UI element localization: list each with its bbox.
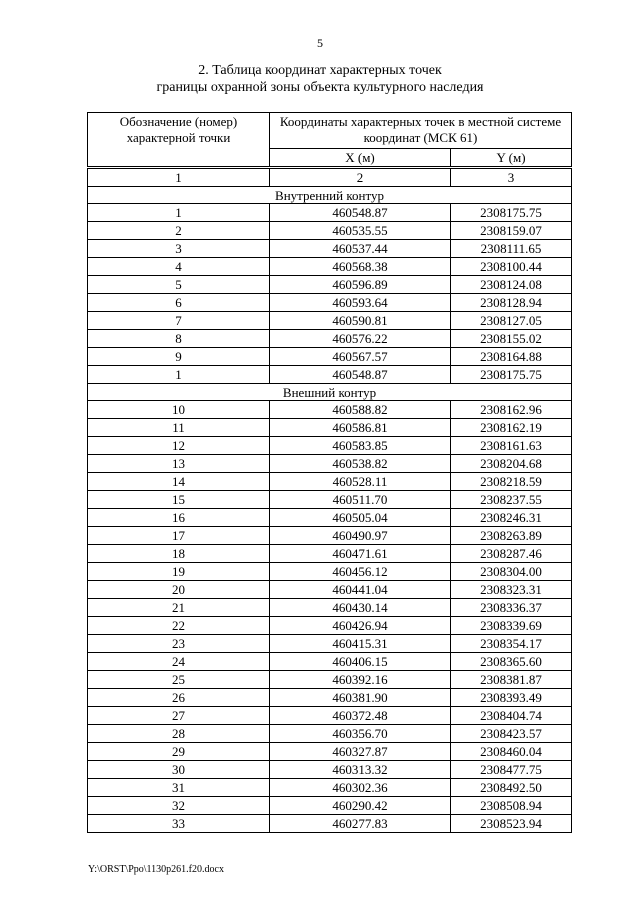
table-row: [88, 455, 572, 473]
table-row: [88, 599, 572, 617]
table-row: [88, 276, 572, 294]
table-row: [88, 401, 572, 419]
y-coordinate: 2308164.88: [451, 348, 572, 366]
y-coordinate: 2308218.59: [451, 473, 572, 491]
x-coordinate: 460593.64: [270, 294, 451, 312]
table-row: [88, 761, 572, 779]
y-coordinate: 2308162.19: [451, 419, 572, 437]
column-number: 2: [270, 168, 451, 187]
y-coordinate: 2308354.17: [451, 635, 572, 653]
point-number: 31: [88, 779, 270, 797]
x-coordinate: 460277.83: [270, 815, 451, 833]
y-coordinate: 2308111.65: [451, 240, 572, 258]
table-row: [88, 491, 572, 509]
y-coordinate: 2308175.75: [451, 366, 572, 384]
table-row: [88, 617, 572, 635]
point-number: 1: [88, 204, 270, 222]
y-coordinate: 2308381.87: [451, 671, 572, 689]
y-coordinate: 2308237.55: [451, 491, 572, 509]
point-number: 7: [88, 312, 270, 330]
table-row: [88, 815, 572, 833]
x-coordinate: 460537.44: [270, 240, 451, 258]
table-title: [0, 62, 640, 96]
table-row: [88, 545, 572, 563]
header-y: Y (м): [451, 149, 572, 168]
x-coordinate: 460548.87: [270, 366, 451, 384]
table-row: [88, 527, 572, 545]
y-coordinate: 2308393.49: [451, 689, 572, 707]
y-coordinate: 2308404.74: [451, 707, 572, 725]
x-coordinate: 460548.87: [270, 204, 451, 222]
x-coordinate: 460596.89: [270, 276, 451, 294]
coordinates-table: [87, 112, 572, 833]
table-row: [88, 222, 572, 240]
y-coordinate: 2308508.94: [451, 797, 572, 815]
point-number: 13: [88, 455, 270, 473]
x-coordinate: 460505.04: [270, 509, 451, 527]
point-number: 8: [88, 330, 270, 348]
x-coordinate: 460392.16: [270, 671, 451, 689]
x-coordinate: 460430.14: [270, 599, 451, 617]
x-coordinate: 460490.97: [270, 527, 451, 545]
table-row: [88, 725, 572, 743]
y-coordinate: 2308365.60: [451, 653, 572, 671]
x-coordinate: 460586.81: [270, 419, 451, 437]
point-number: 32: [88, 797, 270, 815]
point-number: 30: [88, 761, 270, 779]
x-coordinate: 460528.11: [270, 473, 451, 491]
point-number: 22: [88, 617, 270, 635]
header-point-designation: Обозначение (номер) характерной точки: [88, 113, 270, 168]
point-number: 18: [88, 545, 270, 563]
y-coordinate: 2308161.63: [451, 437, 572, 455]
point-number: 26: [88, 689, 270, 707]
point-number: 21: [88, 599, 270, 617]
point-number: 12: [88, 437, 270, 455]
y-coordinate: 2308204.68: [451, 455, 572, 473]
table-row: [88, 743, 572, 761]
x-coordinate: 460302.36: [270, 779, 451, 797]
point-number: 6: [88, 294, 270, 312]
y-coordinate: 2308339.69: [451, 617, 572, 635]
point-number: 15: [88, 491, 270, 509]
x-coordinate: 460327.87: [270, 743, 451, 761]
header-coordinates: Координаты характерных точек в местной системе координат (МСК 61): [270, 113, 572, 149]
y-coordinate: 2308423.57: [451, 725, 572, 743]
point-number: 5: [88, 276, 270, 294]
table-row: [88, 330, 572, 348]
point-number: 1: [88, 366, 270, 384]
table-row: [88, 797, 572, 815]
page-number: 5: [317, 36, 323, 50]
point-number: 19: [88, 563, 270, 581]
column-number: 3: [451, 168, 572, 187]
y-coordinate: 2308492.50: [451, 779, 572, 797]
y-coordinate: 2308128.94: [451, 294, 572, 312]
x-coordinate: 460415.31: [270, 635, 451, 653]
table-row: [88, 312, 572, 330]
y-coordinate: 2308323.31: [451, 581, 572, 599]
x-coordinate: 460456.12: [270, 563, 451, 581]
contour-section-row: [88, 187, 572, 204]
x-coordinate: 460567.57: [270, 348, 451, 366]
point-number: 11: [88, 419, 270, 437]
header-x: X (м): [270, 149, 451, 168]
point-number: 28: [88, 725, 270, 743]
file-path-footer: Y:\ORST\Ppo\1130p261.f20.docx: [88, 864, 224, 875]
y-coordinate: 2308162.96: [451, 401, 572, 419]
y-coordinate: 2308336.37: [451, 599, 572, 617]
x-coordinate: 460583.85: [270, 437, 451, 455]
x-coordinate: 460588.82: [270, 401, 451, 419]
point-number: 27: [88, 707, 270, 725]
x-coordinate: 460576.22: [270, 330, 451, 348]
x-coordinate: 460372.48: [270, 707, 451, 725]
y-coordinate: 2308155.02: [451, 330, 572, 348]
table-row: [88, 258, 572, 276]
x-coordinate: 460356.70: [270, 725, 451, 743]
y-coordinate: 2308263.89: [451, 527, 572, 545]
table-row: [88, 581, 572, 599]
table-row: [88, 437, 572, 455]
x-coordinate: 460471.61: [270, 545, 451, 563]
point-number: 17: [88, 527, 270, 545]
y-coordinate: 2308159.07: [451, 222, 572, 240]
x-coordinate: 460538.82: [270, 455, 451, 473]
x-coordinate: 460590.81: [270, 312, 451, 330]
x-coordinate: 460290.42: [270, 797, 451, 815]
table-row: [88, 204, 572, 222]
point-number: 4: [88, 258, 270, 276]
point-number: 10: [88, 401, 270, 419]
point-number: 25: [88, 671, 270, 689]
point-number: 29: [88, 743, 270, 761]
table-row: [88, 671, 572, 689]
x-coordinate: 460426.94: [270, 617, 451, 635]
table-row: [88, 294, 572, 312]
x-coordinate: 460511.70: [270, 491, 451, 509]
table-row: [88, 779, 572, 797]
point-number: 20: [88, 581, 270, 599]
table-row: [88, 240, 572, 258]
table-row: [88, 348, 572, 366]
point-number: 23: [88, 635, 270, 653]
point-number: 3: [88, 240, 270, 258]
table-row: [88, 707, 572, 725]
x-coordinate: 460535.55: [270, 222, 451, 240]
point-number: 14: [88, 473, 270, 491]
contour-section-row: [88, 384, 572, 401]
y-coordinate: 2308127.05: [451, 312, 572, 330]
table-row: [88, 563, 572, 581]
column-number: 1: [88, 168, 270, 187]
table-row: [88, 419, 572, 437]
x-coordinate: 460381.90: [270, 689, 451, 707]
point-number: 16: [88, 509, 270, 527]
table-row: [88, 635, 572, 653]
y-coordinate: 2308287.46: [451, 545, 572, 563]
x-coordinate: 460568.38: [270, 258, 451, 276]
x-coordinate: 460406.15: [270, 653, 451, 671]
y-coordinate: 2308100.44: [451, 258, 572, 276]
point-number: 24: [88, 653, 270, 671]
table-row: [88, 366, 572, 384]
table-header-row: [88, 113, 572, 149]
y-coordinate: 2308304.00: [451, 563, 572, 581]
y-coordinate: 2308124.08: [451, 276, 572, 294]
y-coordinate: 2308460.04: [451, 743, 572, 761]
point-number: 9: [88, 348, 270, 366]
table-row: [88, 473, 572, 491]
y-coordinate: 2308175.75: [451, 204, 572, 222]
column-number-row: [88, 168, 572, 187]
table-row: [88, 653, 572, 671]
x-coordinate: 460441.04: [270, 581, 451, 599]
point-number: 33: [88, 815, 270, 833]
table-row: [88, 689, 572, 707]
y-coordinate: 2308477.75: [451, 761, 572, 779]
table-row: [88, 509, 572, 527]
contour-section-title: Внешний контур: [88, 384, 572, 401]
x-coordinate: 460313.32: [270, 761, 451, 779]
y-coordinate: 2308246.31: [451, 509, 572, 527]
y-coordinate: 2308523.94: [451, 815, 572, 833]
contour-section-title: Внутренний контур: [88, 187, 572, 204]
table-title-line-1: 2. Таблица координат характерных точек: [198, 63, 442, 78]
point-number: 2: [88, 222, 270, 240]
table-title-line-2: границы охранной зоны объекта культурного наследия: [156, 80, 484, 95]
table-body: [88, 168, 572, 833]
